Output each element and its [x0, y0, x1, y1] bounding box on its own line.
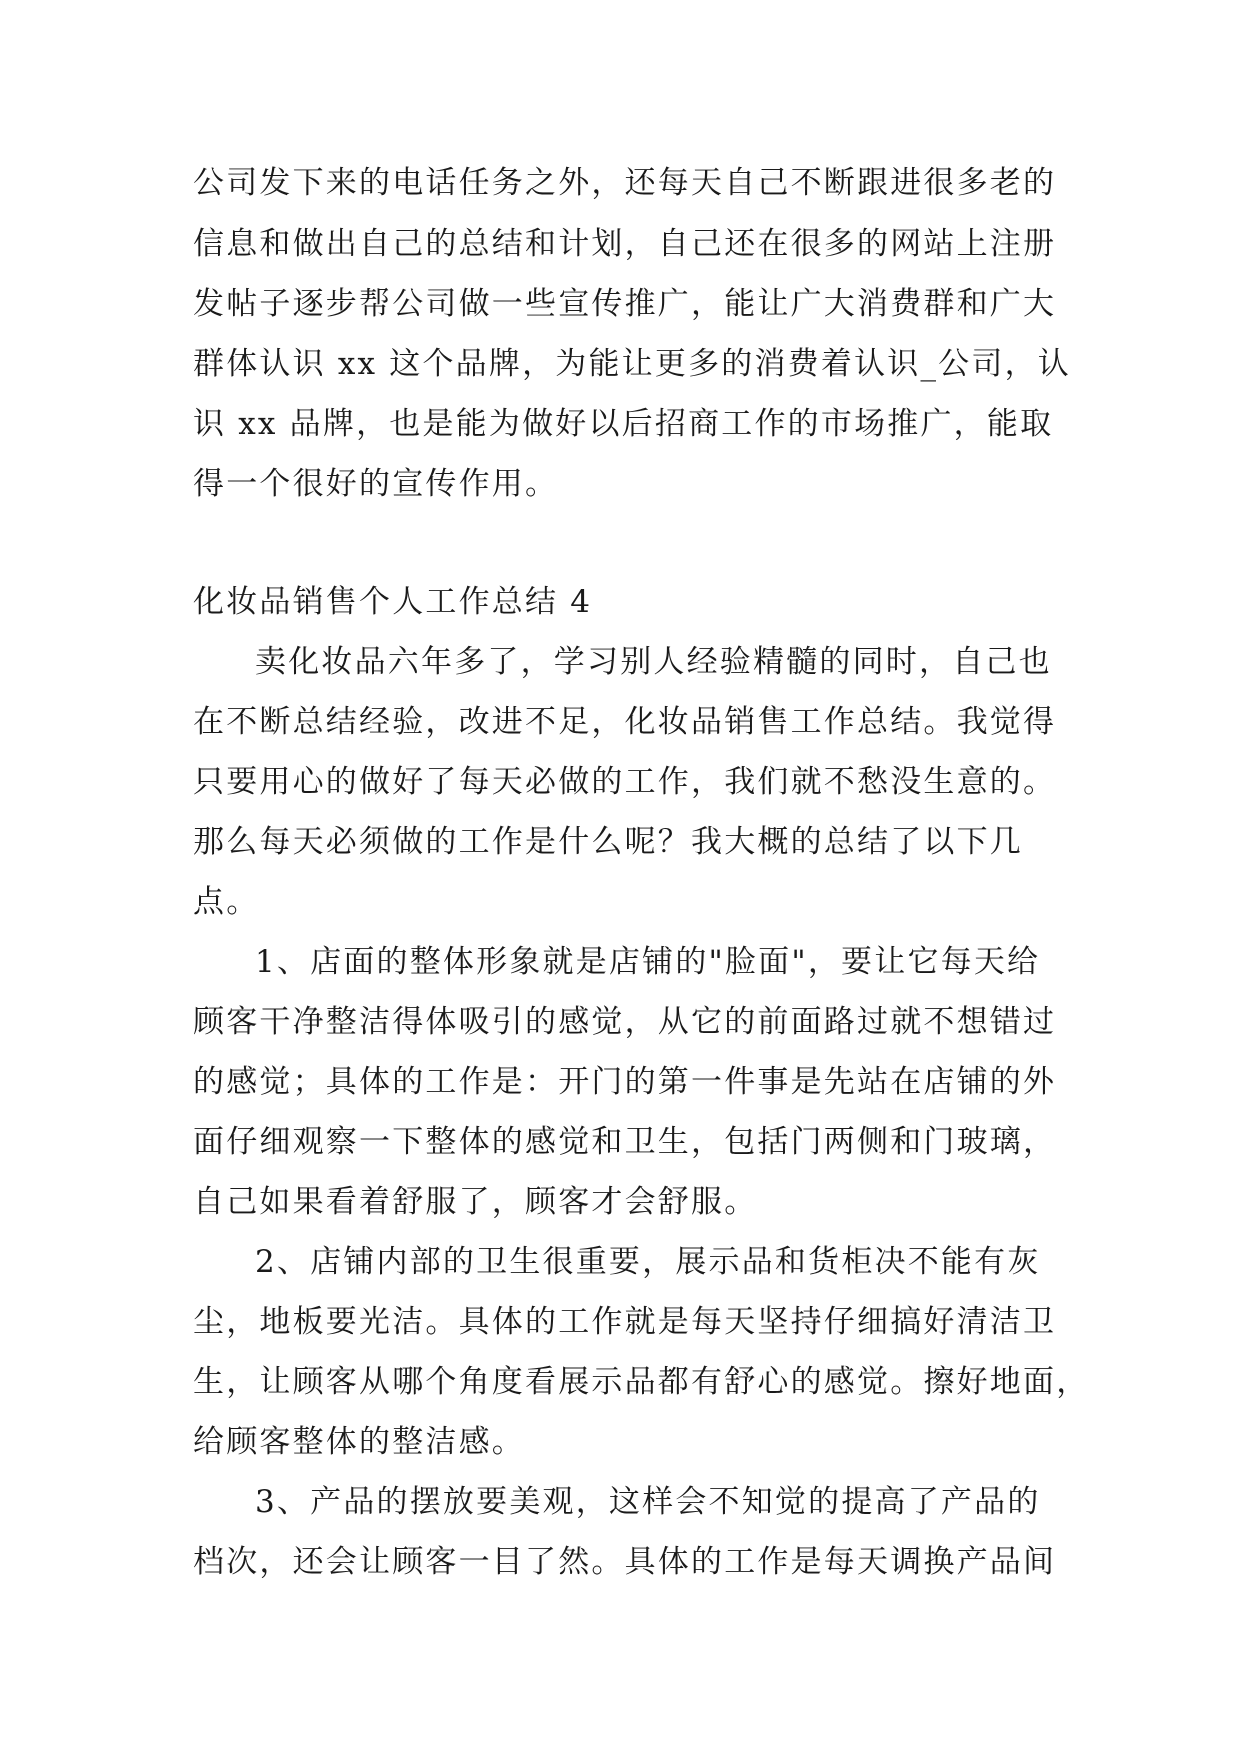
paragraph-line: 得一个很好的宣传作用。: [193, 466, 559, 502]
paragraph-line: 信息和做出自己的总结和计划，自己还在很多的网站上注册: [193, 226, 1057, 262]
paragraph-line: 发帖子逐步帮公司做一些宣传推广，能让广大消费群和广大: [193, 286, 1057, 322]
paragraph-line: 那么每天必须做的工作是什么呢？我大概的总结了以下几: [193, 824, 1023, 860]
section-heading: 化妆品销售个人工作总结 4: [193, 584, 593, 620]
paragraph-line: 尘，地板要光洁。具体的工作就是每天坚持仔细搞好清洁卫: [193, 1304, 1057, 1340]
paragraph-line: 面仔细观察一下整体的感觉和卫生，包括门两侧和门玻璃，: [193, 1124, 1057, 1160]
paragraph-line: 2、店铺内部的卫生很重要，展示品和货柜决不能有灰: [255, 1244, 1041, 1280]
paragraph-line: 生，让顾客从哪个角度看展示品都有舒心的感觉。擦好地面，: [193, 1364, 1090, 1400]
paragraph-line: 3、产品的摆放要美观，这样会不知觉的提高了产品的: [255, 1484, 1041, 1520]
paragraph-line: 自己如果看着舒服了，顾客才会舒服。: [193, 1184, 758, 1220]
paragraph-line: 公司发下来的电话任务之外，还每天自己不断跟进很多老的: [193, 165, 1057, 201]
paragraph-line: 卖化妆品六年多了，学习别人经验精髓的同时，自己也: [255, 644, 1052, 680]
paragraph-line: 档次，还会让顾客一目了然。具体的工作是每天调换产品间: [193, 1544, 1057, 1580]
paragraph-line: 1、店面的整体形象就是店铺的"脸面"，要让它每天给: [255, 944, 1041, 980]
paragraph-line: 给顾客整体的整洁感。: [193, 1424, 525, 1460]
paragraph-line: 只要用心的做好了每天必做的工作，我们就不愁没生意的。: [193, 764, 1057, 800]
paragraph-line: 的感觉；具体的工作是：开门的第一件事是先站在店铺的外: [193, 1064, 1057, 1100]
paragraph-line: 群体认识 xx 这个品牌，为能让更多的消费着认识_公司，认: [193, 346, 1071, 382]
paragraph-line: 识 xx 品牌，也是能为做好以后招商工作的市场推广，能取: [193, 406, 1054, 442]
paragraph-line: 点。: [193, 884, 260, 920]
paragraph-line: 顾客干净整洁得体吸引的感觉，从它的前面路过就不想错过: [193, 1004, 1057, 1040]
paragraph-line: 在不断总结经验，改进不足，化妆品销售工作总结。我觉得: [193, 704, 1057, 740]
